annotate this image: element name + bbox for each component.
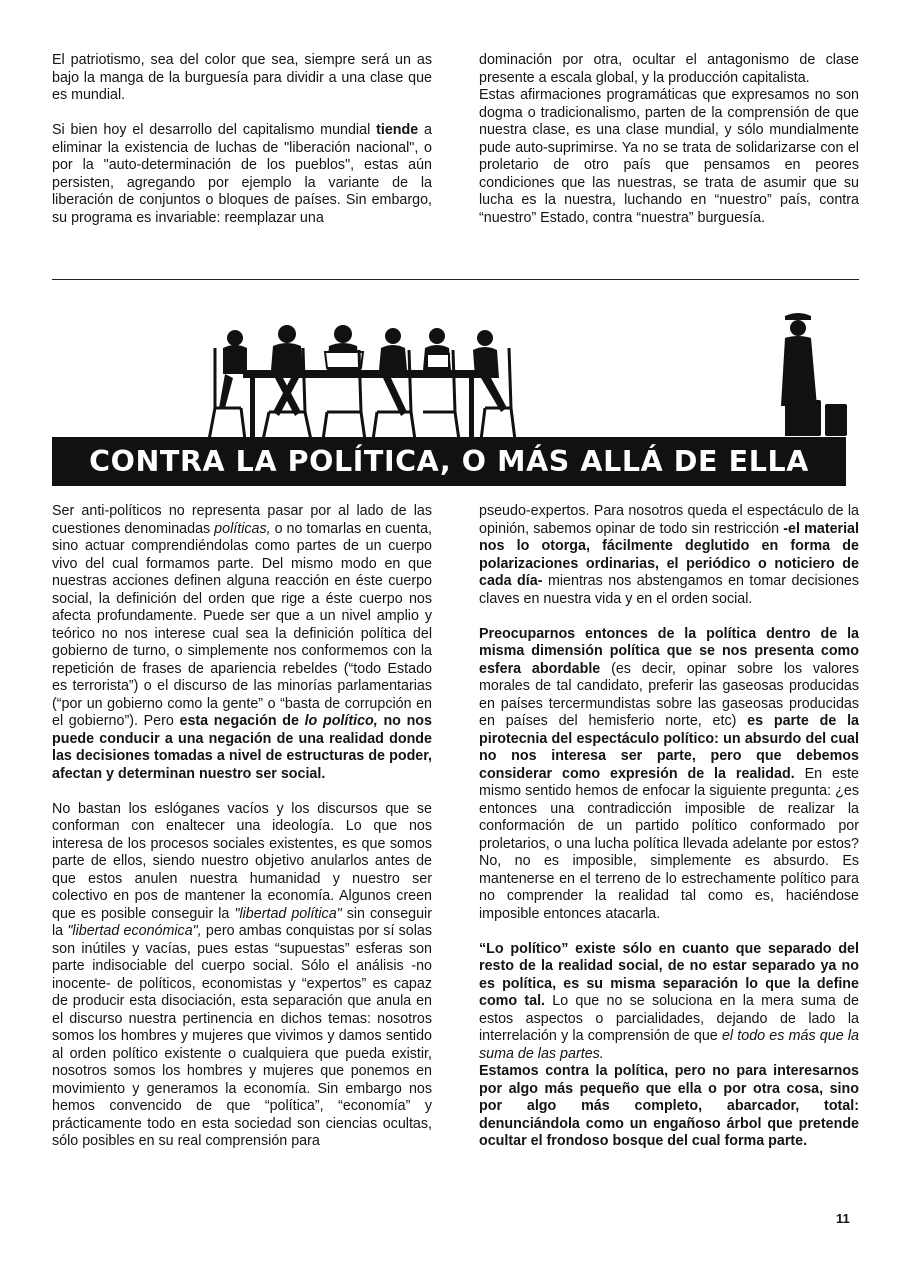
page-number: 11 [836, 1211, 850, 1226]
paragraph [52, 801, 432, 1151]
text-run: esta negación de [179, 713, 305, 729]
text-run: "libertad política" [234, 905, 342, 922]
text-run: En este mismo sentido hemos de enfocar la siguiente pregunta: ¿es entonces una contradicción imposible de realizar la conformación de un partido político conformado por proletarios, o una lucha política llevada adelante por estos? No, no es imposible, simplemente es absurdo. Es mantenerse en el terreno de lo estrechamente político para no comprender la realidad tal como es, haciéndose imposible entonces atacarla. [479, 765, 859, 922]
text-run: (es decir, opinar sobre los valores morales de tal candidato, preferir las gaseosas producidas en países tercermundistas sobre las gaseosas producidas en países del hemisferio norte, etc) [479, 660, 859, 729]
section-title: CONTRA LA POLÍTICA, O MÁS ALLÁ DE ELLA [89, 445, 809, 478]
paragraph [52, 503, 432, 783]
paragraph [52, 122, 432, 227]
text-run: no nos puede conducir a una negación de una realidad donde las decisiones tomadas a nivel de estructuras de poder, afectan y determinan nuestro ser social. [52, 713, 432, 782]
text-run: políticas, [214, 520, 271, 537]
paragraph [479, 503, 859, 608]
paragraph [479, 87, 859, 227]
text-run: tiende [376, 122, 419, 138]
text-run: pseudo-expertos. Para nosotros queda el espectáculo de la opinión, sabemos opinar de todo sin restricción [479, 503, 859, 537]
text-run: -el material nos lo otorga, fácilmente deglutido en forma de polarizaciones ordinarias, el periódico o noticiero de cada día- [479, 520, 859, 589]
paragraph [479, 52, 859, 87]
paragraph [52, 52, 432, 105]
text-run: lo político, [304, 713, 378, 729]
paragraph [479, 1063, 859, 1151]
text-run: Estas afirmaciones programáticas que expresamos no son dogma o tradicionalismo, parten de la comprensión de que nuestra clase, es una clase mundial, y sólo mundialmente pude auto-suprimirse. Ya no se trata de solidarizarse con el proletario de otro país que pensamos en peores condiciones que las nuestras, se trata de asumir que su lucha es la nuestra, luchando en “nuestro” país, contra “nuestro” Estado, contra “nuestra” burguesía. [479, 87, 859, 226]
text-run: Lo que no se soluciona en la mera suma de estos aspectos o parcialidades, dejando de lado la interrelación y la comprensión de que [479, 993, 859, 1044]
section-banner [52, 437, 846, 486]
text-run: el todo es más que la suma de las partes. [479, 1028, 859, 1062]
paragraph [479, 941, 859, 1064]
section-divider [52, 279, 859, 280]
text-run: “Lo político” existe sólo en cuanto que separado del resto de la realidad social, de no estar separado ya no es política, es su misma separación lo que la define como tal. [479, 940, 859, 1009]
text-run: mientras nos abstengamos en tomar decisiones claves en nuestra vida y en el orden social. [479, 573, 860, 607]
text-run: Ser anti-políticos no representa pasar por al lado de las cuestiones denominadas [52, 503, 432, 537]
text-run: "libertad económica", [67, 923, 202, 939]
text-run: dominación por otra, ocultar el antagonismo de clase presente a escala global, y la producción capitalista. [479, 52, 859, 86]
article-left-column [52, 503, 432, 1151]
people-at-table-and-traveler-with-suitcase-icon [195, 308, 855, 440]
article-right-column [479, 503, 859, 1151]
top-right-column [479, 52, 859, 227]
text-run: Estamos contra la política, pero no para interesarnos por algo más pequeño que ella o por otra cosa, sino por algo más completo, abarcador, total: denunciándola como un engañoso árbol que pretende ocultar el frondoso bosque del cual forma parte. [479, 1063, 859, 1149]
text-run: o no tomarlas en cuenta, sino actuar comprendiéndolas como partes de un cuerpo vivo del cual formamos parte. Del mismo modo en que nuestras acciones definen alguna reacción en éste cuerpo social, la definición del orden que rige a éste cuerpo nos afecta profundamente. Puede ser que a un nivel amplio y teórico no nos interese cual sea la definición política del gobierno de turno, o simplemente nos conformemos con la repetición de frases de apariencia rebeldes (“todo Estado es terrorista”) o el discurso de las minorías parlamentarias (“por un gobierno como la gente” o “basta de corrupción en el gobierno”). Pero [52, 520, 432, 729]
paragraph [479, 626, 859, 924]
text-run: sin conseguir la [52, 905, 432, 939]
text-run: Preocuparnos entonces de la política dentro de la misma dimensión política que se nos presenta como esfera abordable [479, 625, 859, 677]
text-run: El patriotismo, sea del color que sea, siempre será un as bajo la manga de la burguesía para dividir a una clase que es mundial. [52, 52, 432, 103]
text-run: pero ambas conquistas por sí solas son inútiles y vacías, pues estas “supuestas” esferas son parte indisociable del cuerpo social. Sólo el análisis -no inocente- de políticos, economistas y “expertos” es capaz de producir esta disociación, esta separación que anula en el discurso nuestra pertinencia en dichos temas: nosotros somos los hombres y mujeres que vivimos y damos sentido al orden político existente o cualquiera que pueda existir, nosotros somos los hombres y mujeres que ponemos en movimiento y generamos la economía. Sin embargo nos hemos convencido de que “política”, “economía” y prácticamente todo en esta sociedad son ciencias ocultas, sólo posibles en su real comprensión para [52, 923, 433, 1149]
text-run: a eliminar la existencia de luchas de "liberación nacional", o por la "auto-determinación de los pueblos", estas aún persisten, agregando por ejemplo la variante de la liberación de conjuntos o bloques de países. Sin embargo, su programa es invariable: reemplazar una [52, 122, 432, 226]
top-left-column [52, 52, 432, 227]
text-run: No bastan los eslóganes vacíos y los discursos que se conforman con enaltecer una ideología. Lo que nos interesa de los procesos sociales existentes, es que somos parte de ellos, siendo nuestro objetivo anularlos antes de que estos anulen nuestra humanidad y nuestro ser colectivo en pos de mantener la economía. Algunos creen que es posible conseguir la [52, 800, 432, 922]
text-run: Si bien hoy el desarrollo del capitalismo mundial [52, 122, 377, 138]
text-run: es parte de la pirotecnia del espectáculo político: un absurdo del cual no nos interesa ser parte, pero que debemos considerar como expresión de la realidad. [479, 713, 860, 782]
